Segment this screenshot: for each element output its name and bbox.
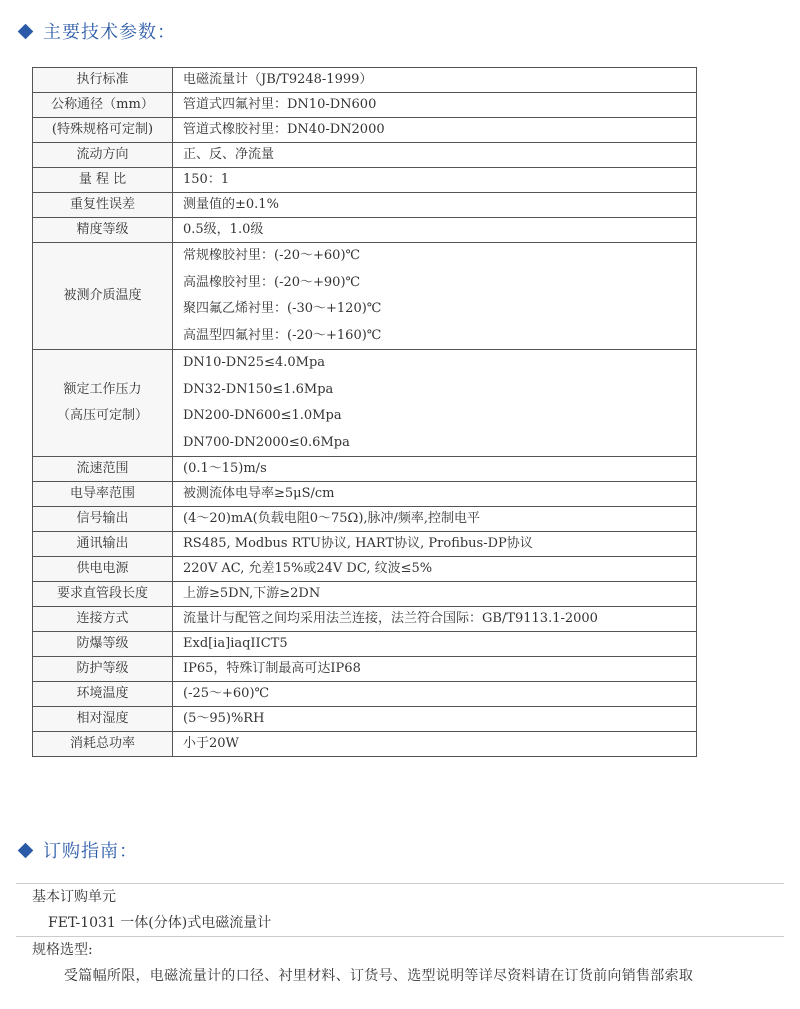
spec-value-line: 常规橡胶衬里：(-20～+60)℃ [183,248,361,263]
spec-value-line: 管道式四氟衬里：DN10-DN600 [183,97,377,112]
spec-value-line: 小于20W [183,736,239,751]
spec-label: 信号输出 [33,507,173,532]
spec-value-line: 高温橡胶衬里：(-20～+90)℃ [183,274,361,290]
spec-row [33,732,697,757]
spec-value [173,632,697,657]
spec-table [32,67,697,757]
spec-value [173,143,697,168]
spec-value-line: DN32-DN150≤1.6Mpa [183,381,334,397]
section-header-order [16,837,138,863]
spec-row [33,532,697,557]
basic-unit-label: 基本订购单元 [32,889,116,905]
spec-value [173,732,697,757]
spec-value [173,607,697,632]
spec-value [173,457,697,482]
spec-row [33,707,697,732]
section-title-params: 主要技术参数： [43,22,176,43]
spec-value-line: 被测流体电导率≥5μS/cm [183,486,335,501]
spec-row [33,243,697,350]
spec-value [173,93,697,118]
spec-value [173,507,697,532]
spec-value-line: 0.5级，1.0级 [183,222,264,237]
selection-note: 受篇幅所限，电磁流量计的口径、衬里材料、订货号、选型说明等详尽资料请在订货前向销售部索取 [64,968,694,984]
spec-label: 被测介质温度 [33,243,173,350]
spec-label: 通讯输出 [33,532,173,557]
spec-row [33,657,697,682]
spec-value-line: 上游≥5DN,下游≥2DN [183,586,321,601]
spec-label: 相对湿度 [33,707,173,732]
spec-label: 额定工作压力 （高压可定制） [33,350,173,457]
spec-label: 电导率范围 [33,482,173,507]
spec-value-line: Exd[ia]iaqIICT5 [183,636,288,651]
spec-label: 要求直管段长度 [33,582,173,607]
spec-value [173,657,697,682]
diamond-bullet-icon [18,23,34,39]
spec-row [33,632,697,657]
spec-row [33,682,697,707]
spec-row [33,68,697,93]
spec-value [173,582,697,607]
spec-row [33,457,697,482]
spec-label: 连接方式 [33,607,173,632]
spec-value-line: DN200-DN600≤1.0Mpa [183,408,342,423]
spec-row [33,507,697,532]
spec-row [33,143,697,168]
spec-label: 流动方向 [33,143,173,168]
order-guide [16,883,784,989]
spec-value-line: 高温型四氟衬里：(-20～+160)℃ [183,327,382,343]
spec-label: 防爆等级 [33,632,173,657]
basic-unit-value: FET-1031 一体(分体)式电磁流量计 [48,915,272,931]
spec-row [33,168,697,193]
spec-value-line: (0.1～15)m/s [183,461,267,476]
spec-value-line: 电磁流量计（JB/T9248-1999） [183,72,373,87]
spec-value [173,532,697,557]
diamond-bullet-icon [18,842,34,858]
spec-value [173,218,697,243]
spec-value [173,707,697,732]
spec-value [173,350,697,457]
spec-label: 公称通径（mm） [33,93,173,118]
spec-value-line: 聚四氟乙烯衬里：(-30～+120)℃ [183,301,382,316]
spec-label: 量 程 比 [33,168,173,193]
spec-row [33,482,697,507]
spec-label: 重复性误差 [33,193,173,218]
spec-value [173,682,697,707]
spec-value-line: 测量值的±0.1% [183,197,279,212]
spec-row [33,218,697,243]
spec-label: 流速范围 [33,457,173,482]
spec-value [173,68,697,93]
spec-value-line: 管道式橡胶衬里：DN40-DN2000 [183,122,385,137]
spec-row [33,607,697,632]
section-title-order: 订购指南： [43,841,138,862]
spec-row [33,557,697,582]
section-header-params [16,18,176,44]
spec-row [33,118,697,143]
spec-row [33,93,697,118]
spec-value-line: (-25～+60)℃ [183,686,270,701]
spec-label: 精度等级 [33,218,173,243]
spec-value-line: IP65，特殊订制最高可达IP68 [183,661,361,676]
spec-value [173,118,697,143]
spec-value [173,557,697,582]
spec-label: 环境温度 [33,682,173,707]
spec-label: 防护等级 [33,657,173,682]
spec-label: 执行标准 [33,68,173,93]
spec-label: 消耗总功率 [33,732,173,757]
spec-value-line: RS485, Modbus RTU协议, HART协议, Profibus-DP协议 [183,536,533,551]
spec-value-line: 流量计与配管之间均采用法兰连接，法兰符合国际：GB/T9113.1-2000 [183,611,598,626]
spec-value-line: DN700-DN2000≤0.6Mpa [183,434,350,450]
spec-value-line: (5～95)%RH [183,711,265,726]
spec-row [33,350,697,457]
selection-label: 规格选型: [32,942,93,958]
spec-row [33,193,697,218]
spec-label: 供电电源 [33,557,173,582]
spec-value-line: (4～20)mA(负载电阻0～75Ω),脉冲/频率,控制电平 [183,511,481,526]
spec-value [173,243,697,350]
spec-value-line: DN10-DN25≤4.0Mpa [183,355,326,370]
spec-value-line: 正、反、净流量 [183,147,275,162]
spec-value [173,482,697,507]
spec-label: (特殊规格可定制) [33,118,173,143]
spec-value [173,168,697,193]
spec-value-line: 150：1 [183,172,230,187]
spec-value-line: 220V AC, 允差15%或24V DC, 纹波≤5% [183,561,433,576]
spec-value [173,193,697,218]
spec-row [33,582,697,607]
